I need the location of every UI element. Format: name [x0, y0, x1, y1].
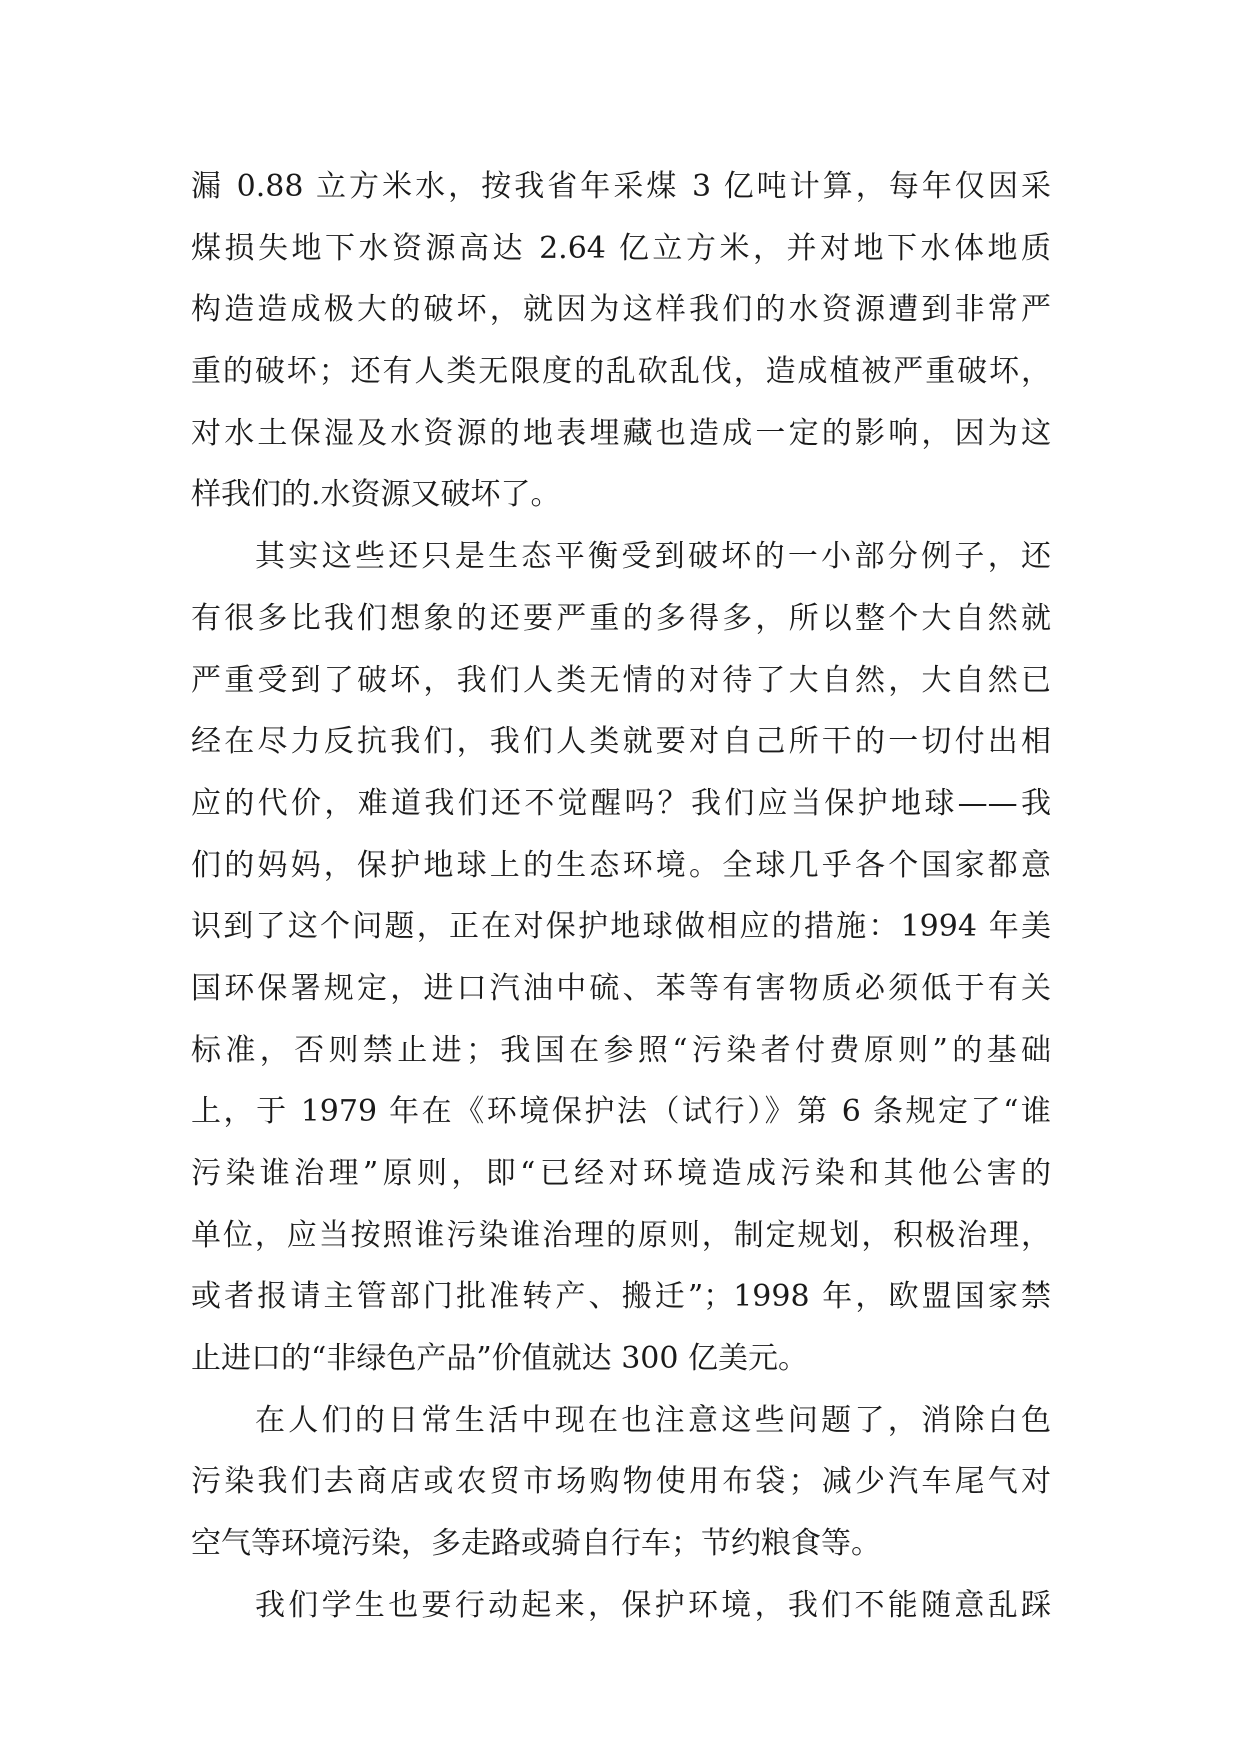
- paragraph: [191, 156, 1051, 526]
- text-line: 应的代价，难道我们还不觉醒吗？我们应当保护地球——我: [191, 785, 1051, 821]
- text-line: 其实这些还只是生态平衡受到破坏的一小部分例子，还: [255, 539, 1051, 575]
- text-line: 严重受到了破坏，我们人类无情的对待了大自然，大自然已: [191, 662, 1051, 698]
- text-line: 重的破坏；还有人类无限度的乱砍乱伐，造成植被严重破坏，: [191, 354, 1051, 390]
- text-line: 污染谁治理”原则，即“已经对环境造成污染和其他公害的: [191, 1156, 1051, 1191]
- text-line: 我们学生也要行动起来，保护环境，我们不能随意乱踩: [255, 1587, 1051, 1623]
- text-line: 单位，应当按照谁污染谁治理的原则，制定规划，积极治理，: [191, 1217, 1051, 1253]
- text-line: 样我们的.水资源又破坏了。: [191, 477, 561, 513]
- text-line: 有很多比我们想象的还要严重的多得多，所以整个大自然就: [191, 600, 1051, 636]
- text-line: 煤损失地下水资源高达 2.64 亿立方米，并对地下水体地质: [191, 230, 1051, 266]
- text-line: 经在尽力反抗我们，我们人类就要对自己所干的一切付出相: [191, 724, 1051, 760]
- paragraph: [191, 526, 1051, 1390]
- text-line: 国环保署规定，进口汽油中硫、苯等有害物质必须低于有关: [191, 970, 1051, 1006]
- text-line: 识到了这个问题，正在对保护地球做相应的措施：1994 年美: [191, 909, 1051, 945]
- document-body: [191, 156, 1051, 1637]
- text-line: 对水土保湿及水资源的地表埋藏也造成一定的影响，因为这: [191, 415, 1051, 451]
- text-line: 构造造成极大的破坏，就因为这样我们的水资源遭到非常严: [191, 292, 1051, 328]
- text-line: 止进口的“非绿色产品”价值就达 300 亿美元。: [191, 1341, 809, 1377]
- text-line: 们的妈妈，保护地球上的生态环境。全球几乎各个国家都意: [191, 847, 1051, 883]
- text-line: 漏 0.88 立方米水，按我省年采煤 3 亿吨计算，每年仅因采: [191, 169, 1051, 204]
- paragraph: [191, 1390, 1051, 1575]
- paragraph: [191, 1575, 1051, 1637]
- text-line: 上，于 1979 年在《环境保护法（试行）》第 6 条规定了“谁: [191, 1094, 1051, 1130]
- text-line: 或者报请主管部门批准转产、搬迁”；1998 年，欧盟国家禁: [191, 1279, 1051, 1315]
- text-line: 污染我们去商店或农贸市场购物使用布袋；减少汽车尾气对: [191, 1464, 1051, 1500]
- text-line: 在人们的日常生活中现在也注意这些问题了，消除白色: [255, 1402, 1051, 1438]
- text-line: 空气等环境污染，多走路或骑自行车；节约粮食等。: [191, 1526, 881, 1562]
- text-line: 标准，否则禁止进；我国在参照“污染者付费原则”的基础: [191, 1032, 1051, 1068]
